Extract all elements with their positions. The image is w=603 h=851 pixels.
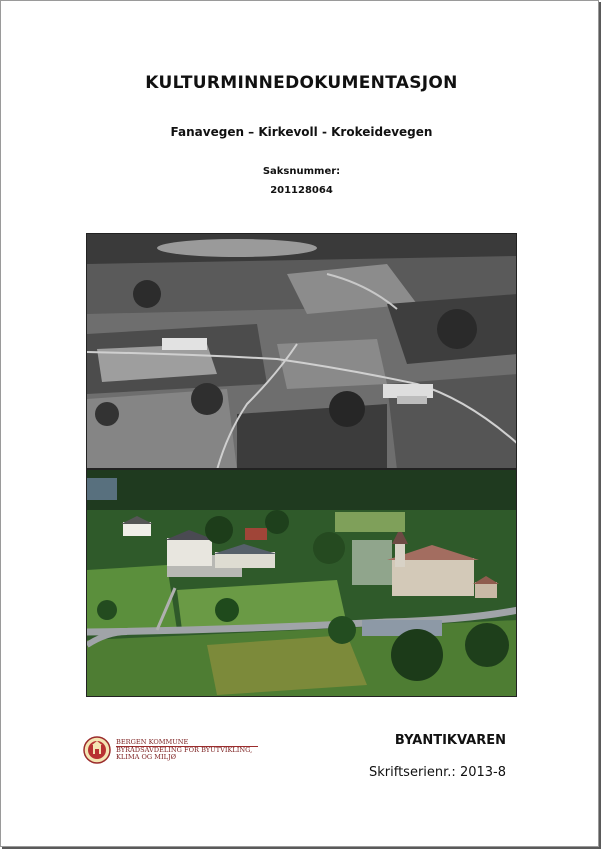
logo-department-line2: KLIMA OG MILJØ xyxy=(116,753,177,762)
logo-department-line1: BYRÅDSAVDELING FOR BYUTVIKLING, xyxy=(116,745,253,754)
case-number-value: 201128064 xyxy=(270,185,333,196)
series-number: Skriftserienr.: 2013-8 xyxy=(369,765,506,780)
bergen-kommune-logo xyxy=(83,733,283,769)
aerial-photo-bw xyxy=(86,233,517,469)
logo-municipality: BERGEN KOMMUNE xyxy=(116,738,189,746)
document-subtitle: Fanavegen – Kirkevoll - Krokeidevegen xyxy=(170,125,433,139)
logo-text xyxy=(116,739,252,762)
aerial-photo-color xyxy=(86,469,517,697)
organization-name: BYANTIKVAREN xyxy=(394,733,506,748)
bergen-coat-of-arms-icon xyxy=(83,735,111,765)
document-title: KULTURMINNEDOKUMENTASJON xyxy=(145,73,458,93)
case-number-label: Saksnummer: xyxy=(262,166,341,177)
